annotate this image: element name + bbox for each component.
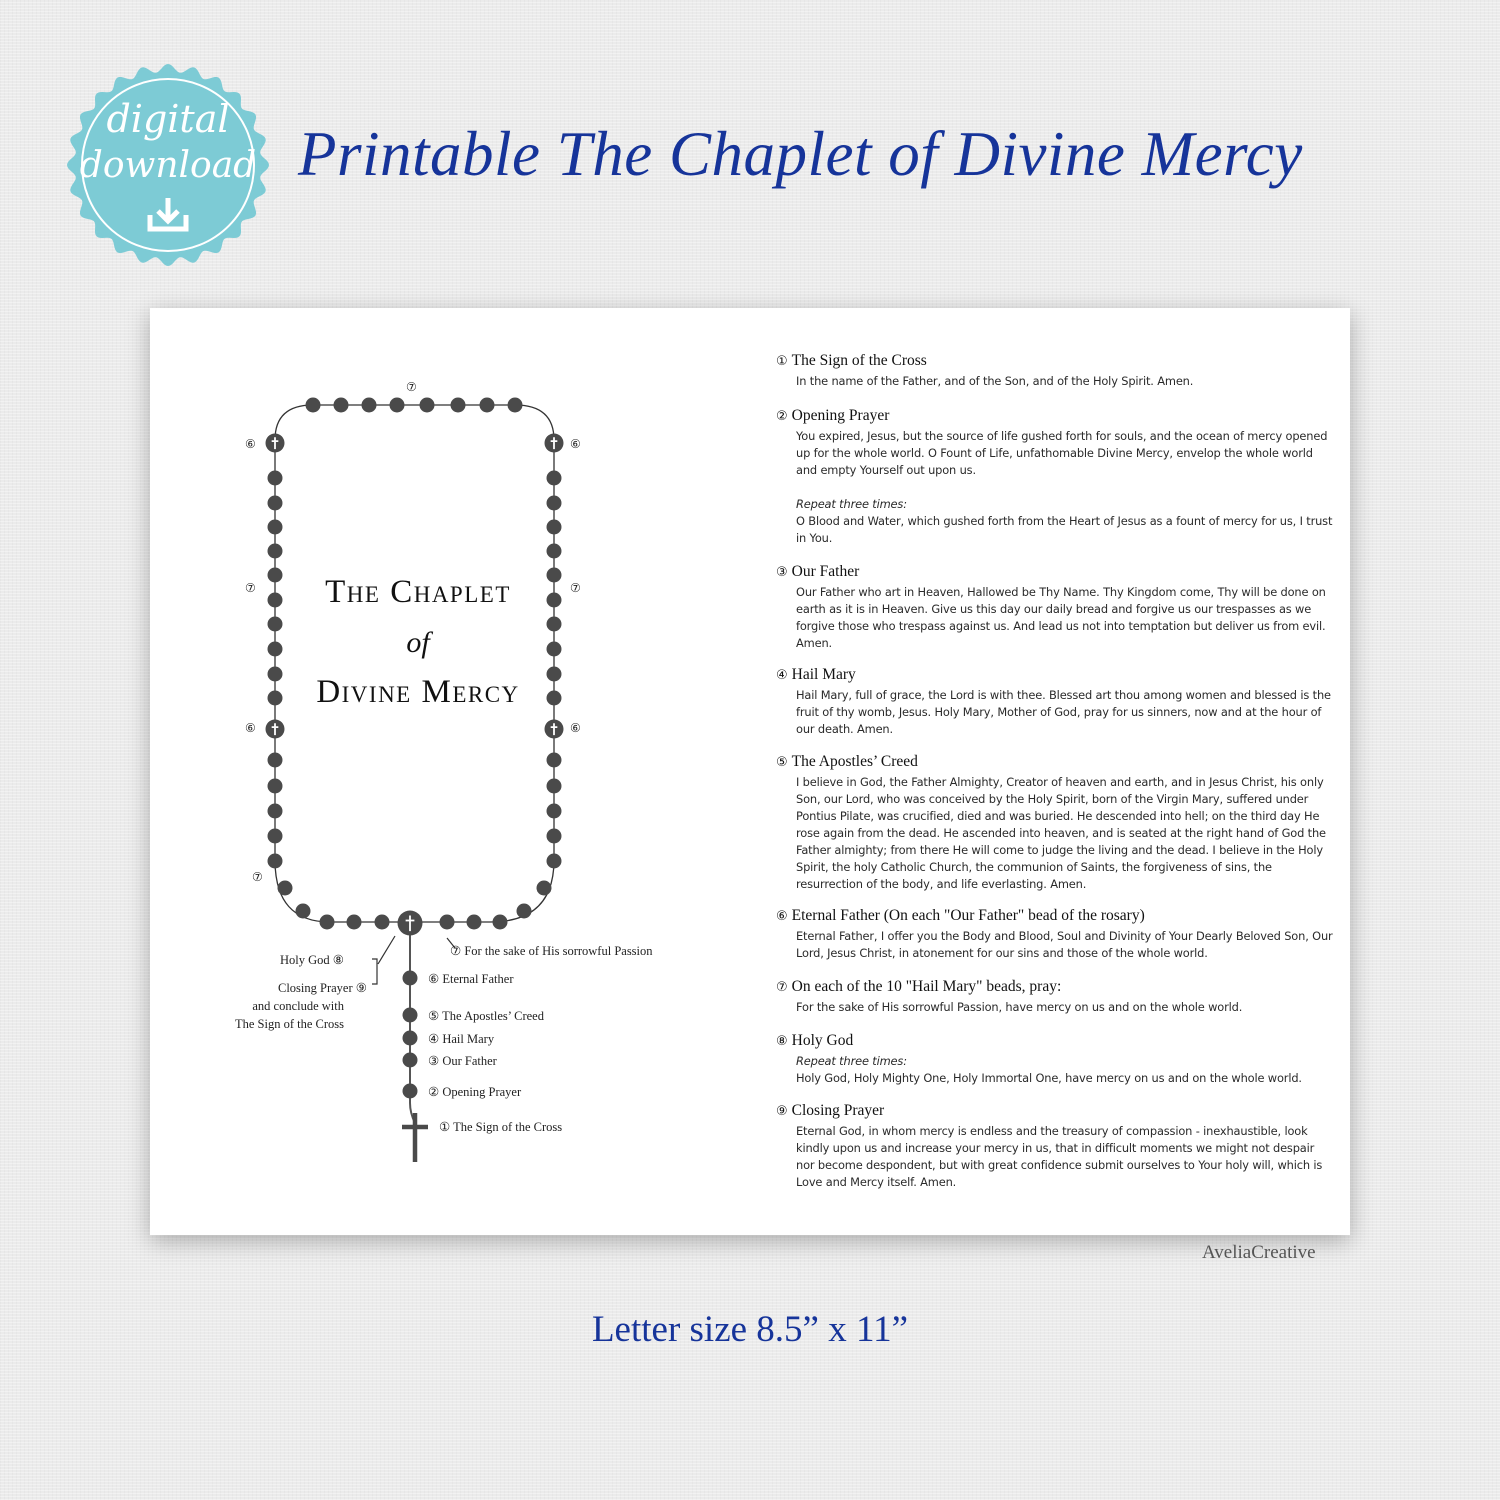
bead	[547, 642, 562, 657]
section-note: Repeat three times:	[796, 1054, 907, 1068]
bead	[268, 691, 283, 706]
bead-number-7: ⑦	[245, 581, 256, 595]
bead	[268, 667, 283, 682]
bead	[547, 854, 562, 869]
bead	[268, 544, 283, 559]
bead	[268, 829, 283, 844]
bead	[390, 398, 405, 413]
bead-number-7: ⑦	[406, 380, 417, 394]
bead	[451, 398, 466, 413]
printable-page	[150, 308, 1350, 1235]
bead	[403, 1053, 418, 1068]
bead-number-6: ⑥	[570, 437, 581, 451]
bead	[547, 520, 562, 535]
bead	[320, 915, 335, 930]
section-heading: ① The Sign of the Cross	[776, 352, 927, 369]
bead	[334, 398, 349, 413]
section-heading: ⑨ Closing Prayer	[776, 1102, 885, 1119]
label-closing-prayer: Closing Prayer ⑨ and conclude with The Sign of the Cross	[234, 981, 367, 1031]
bead	[547, 779, 562, 794]
section-text: In the name of the Father, and of the Son, and of the Holy Spirit. Amen.	[796, 374, 1194, 388]
bead-number-7: ⑦	[570, 581, 581, 595]
page-title: Printable The Chaplet of Divine Mercy	[298, 119, 1303, 189]
bead	[268, 471, 283, 486]
bead	[375, 915, 390, 930]
section-text: You expired, Jesus, but the source of life gushed forth for souls, and the ocean of mercy opened up for the whole world. O Fount of Life, unfathomable Divine Mercy, envelop the whole world and empty Yourself out upon us.	[796, 429, 1328, 477]
diagram-title-line1: The Chaplet	[325, 574, 511, 610]
bead-number-7: ⑦	[252, 870, 263, 884]
label-eternal-father: ⑥ Eternal Father	[428, 972, 514, 986]
label-our-father: ③ Our Father	[428, 1054, 497, 1068]
section-heading: ⑧ Holy God	[776, 1032, 854, 1049]
bead	[403, 1084, 418, 1099]
bead	[547, 691, 562, 706]
bead	[268, 854, 283, 869]
section-heading: ④ Hail Mary	[776, 666, 856, 683]
bead	[268, 753, 283, 768]
bead	[268, 617, 283, 632]
label-passion: ⑦ For the sake of His sorrowful Passion	[450, 944, 653, 958]
badge-line2: download	[79, 145, 257, 186]
bead	[547, 496, 562, 511]
prayer-section	[776, 407, 1336, 547]
rosary-chain	[275, 405, 554, 922]
bead	[268, 520, 283, 535]
section-text: Holy God, Holy Mighty One, Holy Immortal One, have mercy on us and on the whole world.	[796, 1071, 1302, 1085]
digital-download-badge	[66, 63, 270, 267]
section-heading: ② Opening Prayer	[776, 407, 890, 424]
section-text: For the sake of His sorrowful Passion, have mercy on us and on the whole world.	[796, 1000, 1243, 1014]
bead	[296, 904, 311, 919]
section-heading: ⑥ Eternal Father (On each "Our Father" bead of the rosary)	[776, 907, 1145, 924]
label-apostles-creed: ⑤ The Apostles’ Creed	[428, 1009, 544, 1023]
prayer-section	[776, 666, 1336, 738]
bead	[440, 915, 455, 930]
prayer-section	[776, 352, 1336, 390]
bead	[508, 398, 523, 413]
bead	[547, 829, 562, 844]
section-text: O Blood and Water, which gushed forth from the Heart of Jesus as a fount of mercy for us, I trust in You.	[796, 514, 1333, 545]
section-text: Eternal Father, I offer you the Body and Blood, Soul and Divinity of Your Dearly Beloved Son, Our Lord, Jesus Christ, in atonement for our sins and those of the whole world.	[796, 929, 1333, 960]
prayer-section	[776, 753, 1336, 893]
bead	[547, 804, 562, 819]
size-note: Letter size 8.5” x 11”	[591, 1309, 909, 1350]
section-heading: ⑤ The Apostles’ Creed	[776, 753, 918, 770]
label-hail-mary: ④ Hail Mary	[428, 1032, 495, 1046]
bead	[420, 398, 435, 413]
pointer-line	[372, 936, 395, 984]
bead	[362, 398, 377, 413]
bead	[347, 915, 362, 930]
badge-line1: digital	[106, 97, 230, 141]
prayer-section	[776, 1102, 1336, 1191]
bead	[547, 617, 562, 632]
bead	[268, 779, 283, 794]
bead-number-6: ⑥	[245, 721, 256, 735]
bead	[278, 881, 293, 896]
prayer-section	[776, 563, 1336, 652]
diagram-title-line2: Divine Mercy	[316, 674, 520, 710]
bead	[480, 398, 495, 413]
bead	[547, 568, 562, 583]
prayer-section	[776, 907, 1336, 962]
brand-name: AveliaCreative	[1202, 1242, 1316, 1263]
section-text: Our Father who art in Heaven, Hallowed be Thy Name. Thy Kingdom come, Thy will be done on earth as it is in Heaven. Give us this day our daily bread and forgive us our trespasses as we forgive those who trespass against us. And lead us not into temptation but deliver us from evil. Amen.	[796, 585, 1326, 650]
bead	[403, 1031, 418, 1046]
bead	[403, 1008, 418, 1023]
bead	[268, 496, 283, 511]
bead	[467, 915, 482, 930]
bead	[306, 398, 321, 413]
bead	[547, 593, 562, 608]
section-text: I believe in God, the Father Almighty, Creator of heaven and earth, and in Jesus Christ, his only Son, our Lord, who was conceived by the Holy Spirit, born of the Virgin Mary, suffered under Pontius Pilate, was crucified, died and was buried. He descended into hell; on the third day He rose again from the dead. He ascended into heaven, and is seated at the right hand of God the Father almighty; from there He will come to judge the living and the dead. I believe in the Holy Spirit, the holy Catholic Church, the communion of Saints, the forgiveness of sins, the resurrection of the body, and life everlasting. Amen.	[796, 775, 1326, 891]
diagram-title-of: of	[406, 626, 430, 659]
crucifix-icon	[402, 1113, 428, 1162]
section-text: Hail Mary, full of grace, the Lord is with thee. Blessed art thou among women and blessed is the fruit of thy womb, Jesus. Holy Mary, Mother of God, pray for us sinners, now and at the hour of our death. Amen.	[796, 688, 1331, 736]
bead	[268, 642, 283, 657]
bead-number-6: ⑥	[245, 437, 256, 451]
bead	[537, 881, 552, 896]
bead	[517, 904, 532, 919]
section-heading: ③ Our Father	[776, 563, 860, 580]
bead	[493, 915, 508, 930]
section-text: Eternal God, in whom mercy is endless and the treasury of compassion - inexhaustible, look kindly upon us and increase your mercy in us, that in difficult moments we might not despair nor become despondent, but with great confidence submit ourselves to Your holy will, which is Love and Mercy itself. Amen.	[796, 1124, 1323, 1189]
bead	[268, 593, 283, 608]
bead	[547, 667, 562, 682]
bead	[547, 544, 562, 559]
section-heading: ⑦ On each of the 10 "Hail Mary" beads, pray:	[776, 978, 1062, 995]
bead-number-6: ⑥	[570, 721, 581, 735]
label-opening-prayer: ② Opening Prayer	[428, 1085, 522, 1099]
prayer-section	[776, 1032, 1336, 1087]
label-holy-god: Holy God ⑧	[280, 953, 344, 967]
label-sign-of-cross: ① The Sign of the Cross	[439, 1120, 563, 1134]
bead	[547, 471, 562, 486]
prayer-section	[776, 978, 1336, 1016]
section-note: Repeat three times:	[796, 497, 907, 511]
bead	[268, 568, 283, 583]
bead	[403, 971, 418, 986]
bead	[268, 804, 283, 819]
bead	[547, 753, 562, 768]
